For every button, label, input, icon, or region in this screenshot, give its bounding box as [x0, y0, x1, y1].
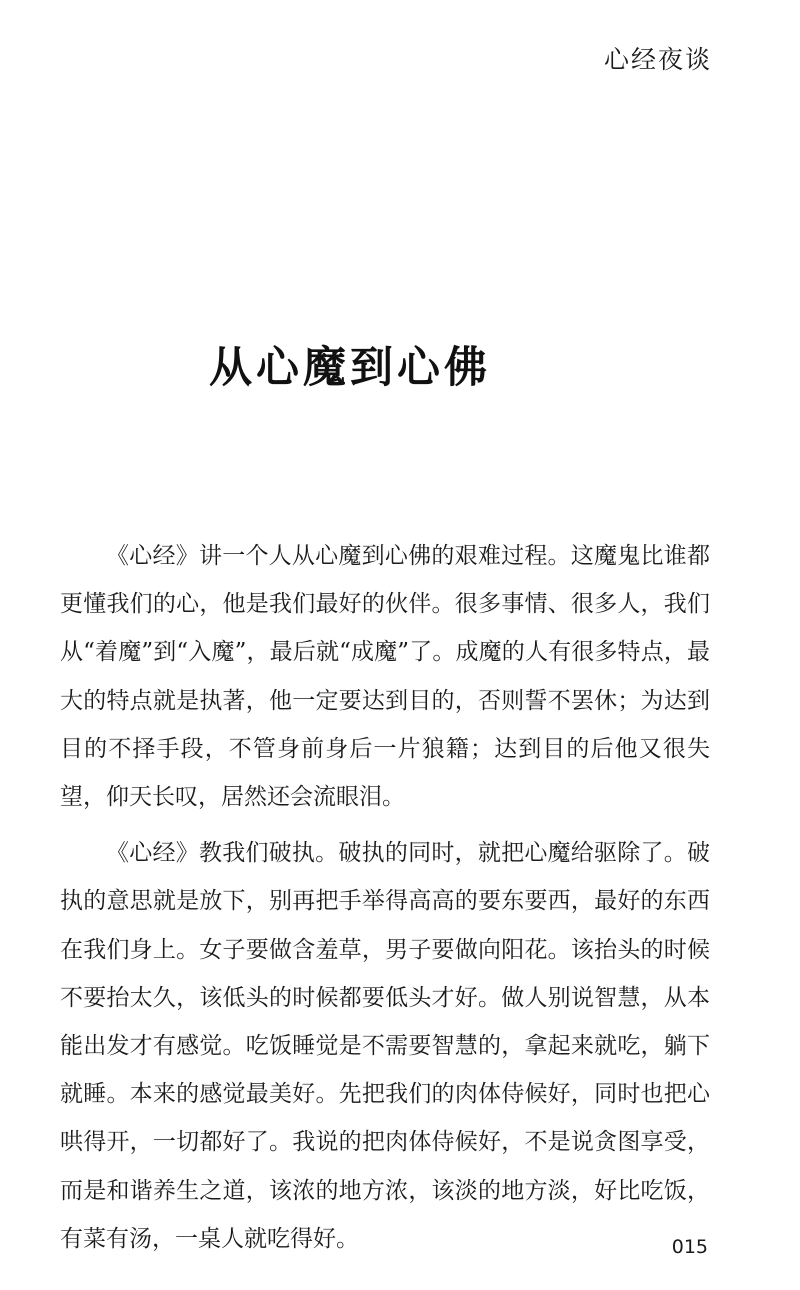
body-text: [60, 532, 710, 1263]
page-number: 015: [671, 1236, 708, 1258]
chapter-title: 从心魔到心佛: [209, 343, 491, 393]
running-header: 心经夜谈: [603, 45, 712, 74]
paragraph-2: 《心经》教我们破执。破执的同时，就把心魔给驱除了。破执的意思就是放下，别再把手举得高高的要东要西，最好的东西在我们身上。女子要做含羞草，男子要做向阳花。该抬头的时候不要抬太久，该低头的时候都要低头才好。做人别说智慧，从本能出发才有感觉。吃饭睡觉是不需要智慧的，拿起来就吃，躺下就睡。本来的感觉最美好。先把我们的肉体侍候好，同时也把心哄得开，一切都好了。我说的把肉体侍候好，不是说贪图享受，而是和谐养生之道，该浓的地方浓，该淡的地方淡，好比吃饭，有菜有汤，一桌人就吃得好。: [60, 840, 710, 1252]
paragraph-1: 《心经》讲一个人从心魔到心佛的艰难过程。这魔鬼比谁都更懂我们的心，他是我们最好的伙伴。很多事情、很多人，我们从“着魔”到“入魔”，最后就“成魔”了。成魔的人有很多特点，最大的特点就是执著，他一定要达到目的，否则誓不罢休；为达到目的不择手段，不管身前身后一片狼籍；达到目的后他又很失望，仰天长叹，居然还会流眼泪。: [60, 543, 710, 811]
